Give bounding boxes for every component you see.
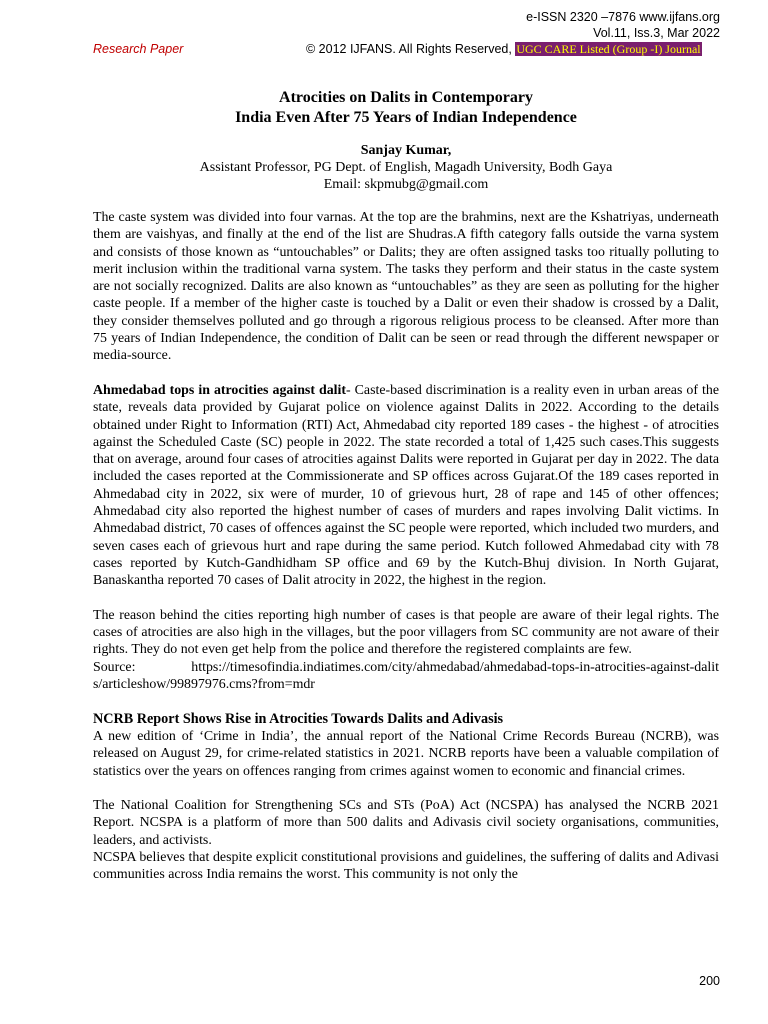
paragraph-intro: The caste system was divided into four varnas. At the top are the brahmins, next are the Kshatriyas, underneath them are vaishyas, and finally at the end of the list are Shudras.A fifth category falls outside the varna system and consists of those known as “untouchables” or Dalits; they are often assigned tasks too ritually polluting to merit inclusion within the traditional varna system. The tasks they perform and their status in the caste system are not socially recognized. Dalits are also known as “untouchables” as they are seen as polluting for the higher caste people. If a member of the higher caste is touched by a Dalit or even their shadow is crossed by a Dalit, they consider themselves polluted and go through a rigorous religious process to be cleansed. After more than 75 years of Indian Independence, the condition of Dalit can be seen or read through the different newspaper or media-source.: [93, 210, 719, 364]
author-name: Sanjay Kumar,: [360, 143, 452, 158]
paragraph-ncspa: The National Coalition for Strengthening SCs and STs (PoA) Act (NCSPA) has analysed the NCRB 2021 Report. NCSPA is a platform of more than 500 dalits and Adivasis civil society organisations, communities, leaders, and activists.: [93, 798, 719, 848]
volume-line: Vol.11, Iss.3, Mar 2022: [593, 26, 720, 40]
journal-header: [526, 9, 720, 41]
source-url: https://timesofindia.indiatimes.com/city/ahmedabad/ahmedabad-tops-in-atrocities-against-dalits/articleshow/99897976.cms?from=mdr: [93, 659, 719, 693]
paper-title: [93, 88, 719, 128]
copyright-line: [306, 41, 702, 57]
section-heading-ncrb: NCRB Report Shows Rise in Atrocities Towards Dalits and Adivasis: [93, 710, 504, 727]
paragraph-ncspa-belief: NCSPA believes that despite explicit constitutional provisions and guidelines, the suffering of dalits and Adivasi communities across India remains the worst. This community is not only the: [93, 849, 719, 883]
paragraph-ncrb: A new edition of ‘Crime in India’, the annual report of the National Crime Records Bureau (NCRB), was released on August 29, for crime-related statistics in 2021. NCRB reports have been a valuable compilation of statistics over the years on offences ranging from crimes against women to economic and financial crimes.: [93, 728, 719, 779]
paragraph-reason: The reason behind the cities reporting high number of cases is that people are aware of their legal rights. The cases of atrocities are also high in the villages, but the poor villagers from SC community are not aware of their rights. They do not even get help from the police and therefore the registered complaints are few.: [93, 607, 719, 658]
paragraph-lead-heading: Ahmedabad tops in atrocities against dalit: [93, 382, 346, 398]
source-citation: [93, 659, 719, 694]
article-body: [93, 209, 719, 884]
title-line-1: Atrocities on Dalits in Contemporary: [279, 89, 533, 106]
paragraph-ahmedabad-text: - Caste-based discrimination is a reality even in urban areas of the state, reveals data provided by Gujarat police on violence against Dalits in 2022. According to the details obtained under Right to Information (RTI) Act, Ahmedabad city reported 189 cases - the highest - of atrocities against the Scheduled Caste (SC) people in 2022. The state recorded a total of 1,425 such cases.This suggests that on average, around four cases of atrocities against Dalits were reported in Gujarat per day in 2022. The data included the cases reported at the Commissionerate and SP offices across Gujarat.Of the 189 cases reported in Ahmedabad city in 2022, six were of murder, 10 of grievous hurt, 28 of rape and 145 of other offences; Ahmedabad city also reported the highest number of cases of murders and rapes involving Dalit victims. In Ahmedabad district, 70 cases of offences against the SC people were reported, which included two murders, and seven cases each of grievous hurt and rape during the same period. Kutch followed Ahmedabad city with 78 cases reported by Kutch-Gandhidham SP office and 69 by the Kutch-Bhuj division. In North Gujarat, Banaskantha reported 70 cases of Dalit atrocity in 2022, the highest in the region.: [93, 382, 719, 589]
research-paper-label: Research Paper: [93, 42, 184, 56]
author-affiliation: Assistant Professor, PG Dept. of English, Magadh University, Bodh Gaya: [199, 160, 613, 175]
issn-line: e-ISSN 2320 –7876 www.ijfans.org: [526, 10, 720, 24]
page-number: 200: [699, 974, 720, 988]
copyright-text: © 2012 IJFANS. All Rights Reserved,: [306, 42, 512, 56]
author-email: Email: skpmubg@gmail.com: [323, 177, 489, 192]
source-label: Source:: [93, 659, 136, 675]
title-line-2: India Even After 75 Years of Indian Independence: [235, 109, 577, 126]
author-block: [93, 142, 719, 193]
paragraph-ahmedabad: [93, 382, 719, 590]
ugc-care-badge: UGC CARE Listed (Group -I) Journal: [516, 42, 701, 56]
